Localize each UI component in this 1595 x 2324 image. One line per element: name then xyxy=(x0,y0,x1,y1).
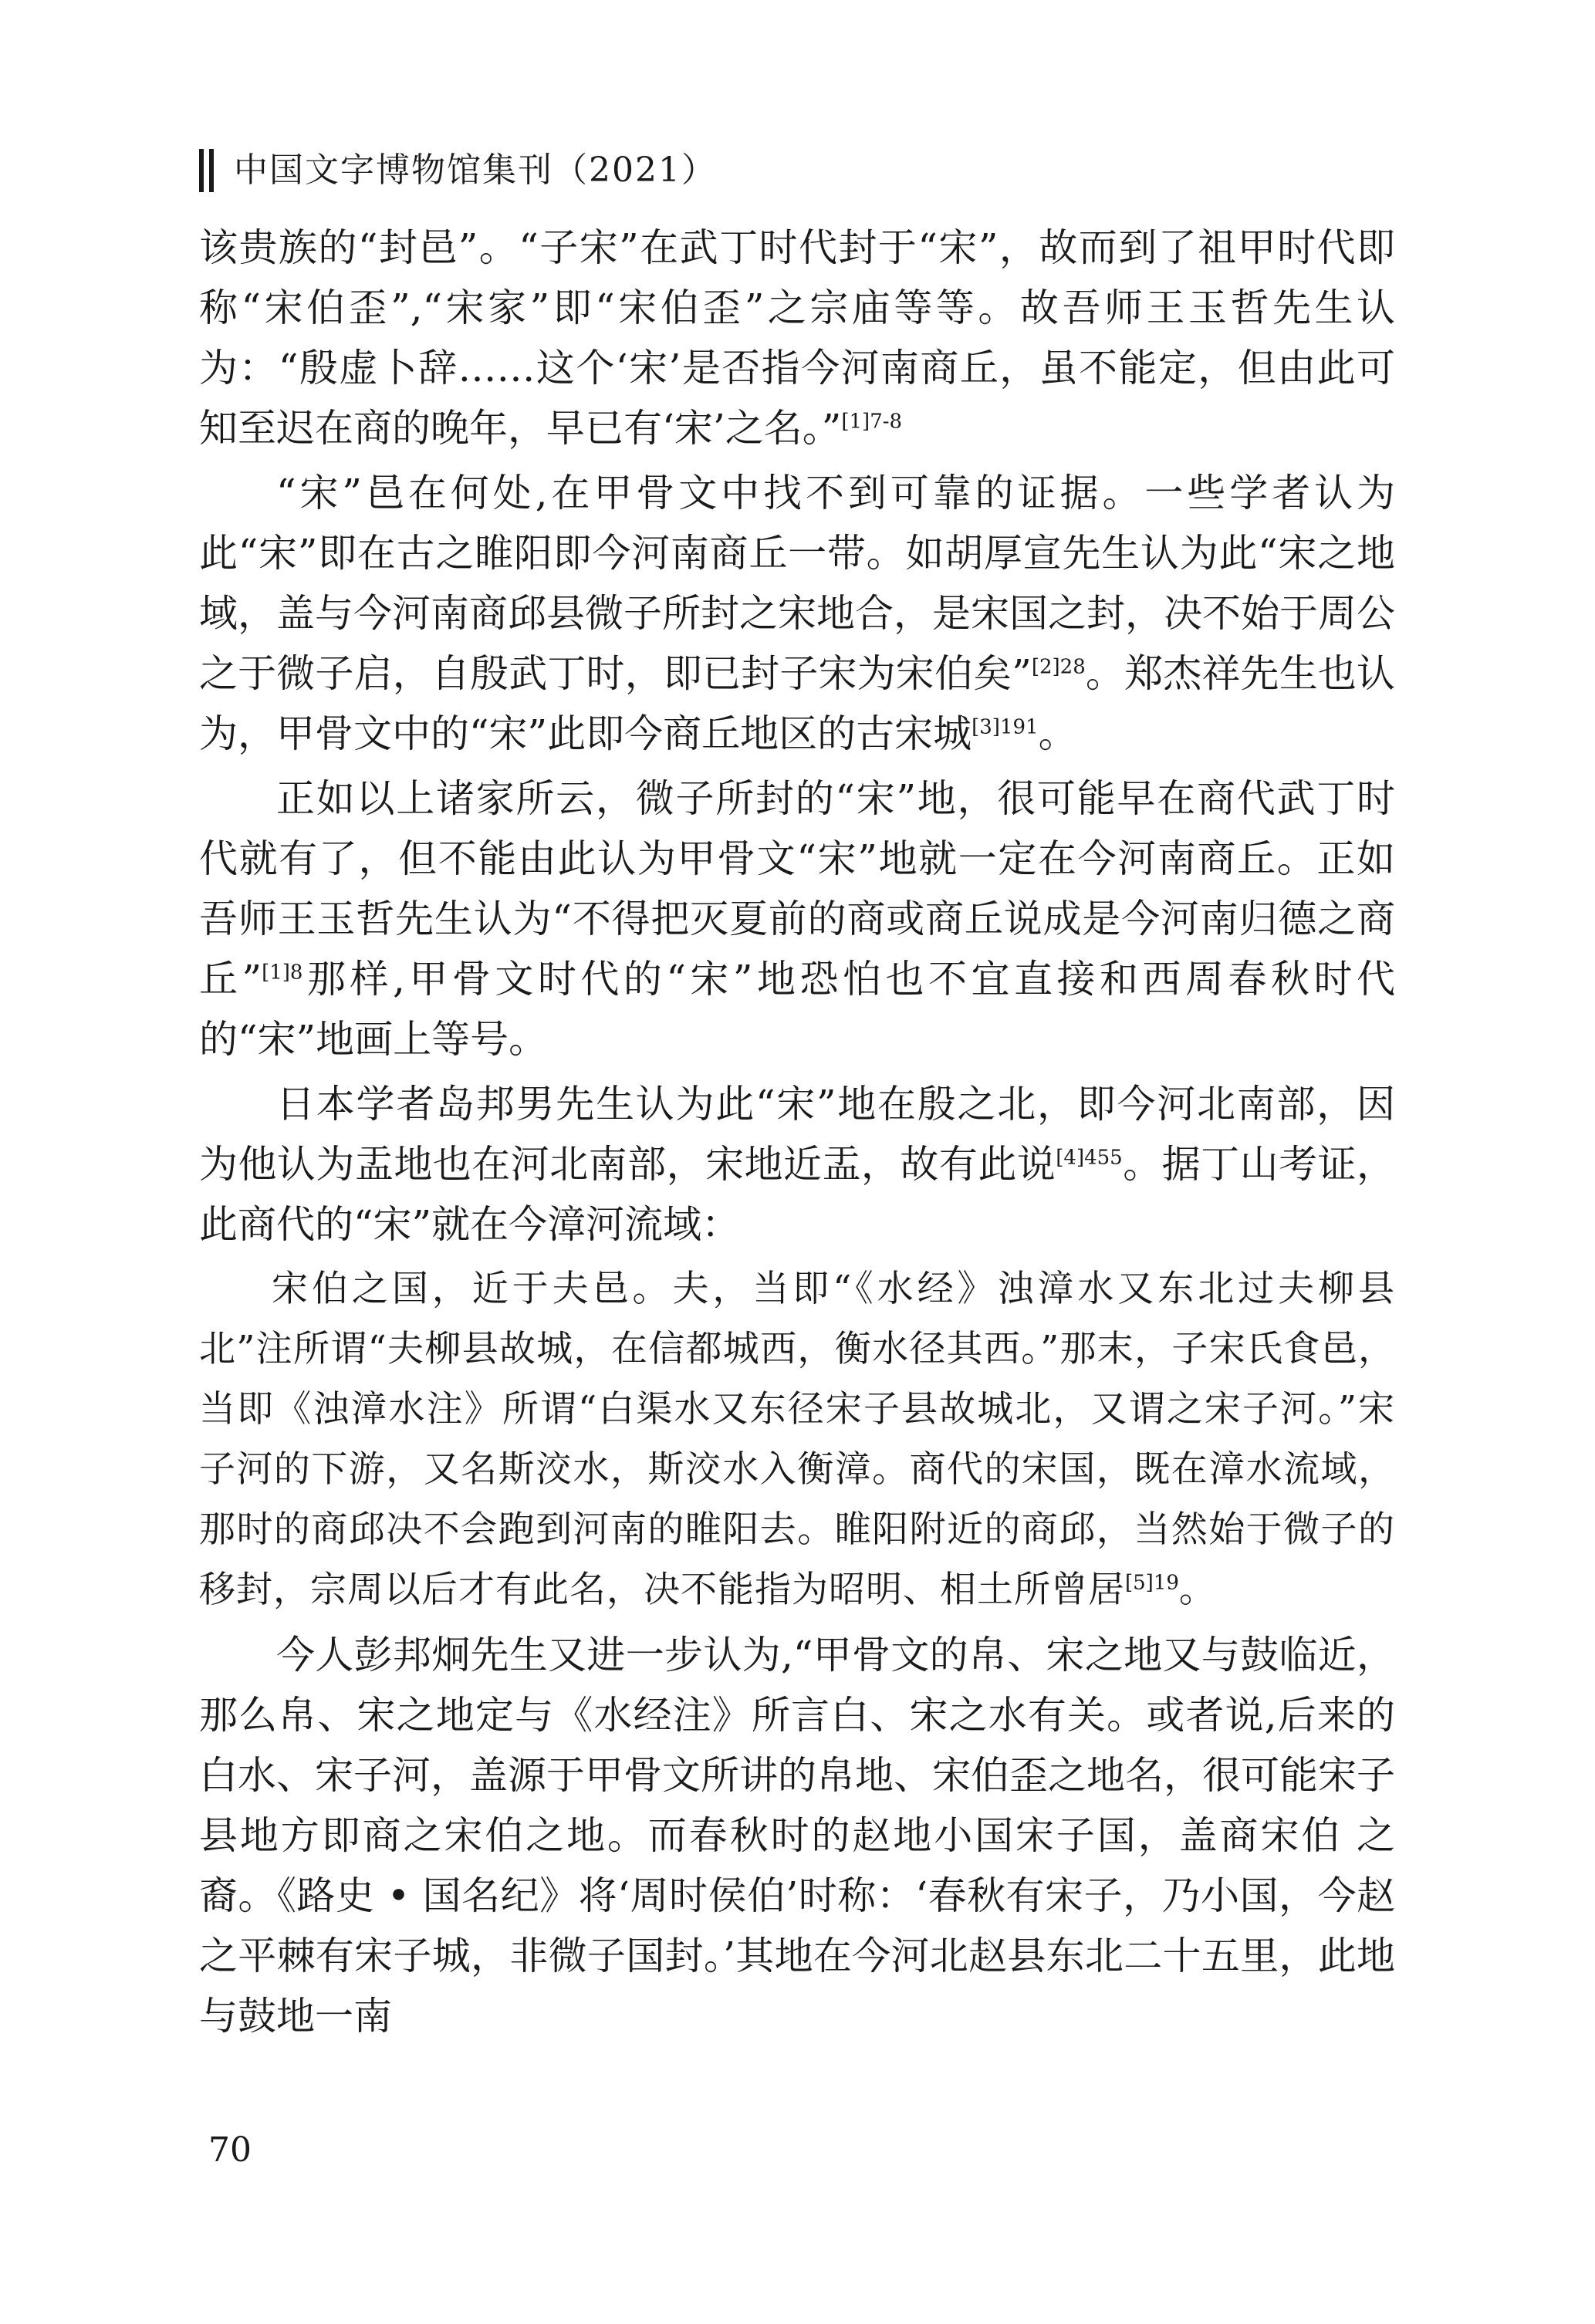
paragraph-text: 。 xyxy=(1038,711,1077,756)
text-line: 迟在商的晚年，早已有‘宋’之名。” xyxy=(276,406,842,451)
block-quote xyxy=(199,1259,1395,1620)
citation: [3]191 xyxy=(972,715,1039,739)
header-bars-icon xyxy=(199,149,214,192)
quote-text: 宋伯之国，近于夫邑。夫，当即“《水经》浊漳水又东北过夫柳县北”注所谓“夫柳县故城，在信都城西，衡水径其西。”那末，子宋氏食邑，当即《浊漳水注》所谓“白渠水又东径宋子县故城北，又谓之宋子河。”宋子河的下游，又名斯洨水，斯洨水入衡漳。商代的宋国，既在漳水流域，那时的商邱决不会跑到河南的睢阳去。睢阳附近的商邱，当然始于微子的移封，宗周以后才有此名，决不能指为昭明、相土所曾居 xyxy=(199,1268,1395,1611)
paragraph-text: 那样,甲骨文时代的“宋”地恐怕也不宜直接和西周春秋时代的“宋”地画上等号。 xyxy=(199,957,1396,1062)
citation: [2]28 xyxy=(1031,655,1086,679)
text-line: 称“宋伯歪”,“宋家”即“宋伯歪”之宗庙等等。故吾师王玉哲先生认为： xyxy=(199,285,1395,390)
text-line: “殷虚卜辞……这个‘宋’是否指今河南商丘，虽不能定，但由此可知至 xyxy=(199,346,1395,451)
paragraph xyxy=(199,463,1395,764)
paragraph-text: 。郑杰祥先生也认为，甲骨文中的“宋”此即今商丘地区的古宋城 xyxy=(199,651,1396,756)
citation: [1]7-8 xyxy=(841,410,903,434)
running-header xyxy=(199,148,717,193)
citation: [1]8 xyxy=(262,961,303,985)
paragraph xyxy=(199,768,1395,1069)
journal-title: 中国文字博物馆集刊（2021） xyxy=(234,150,717,190)
article-body xyxy=(199,218,1395,2051)
paragraph xyxy=(199,1625,1395,2046)
paragraph-text: 日本学者岛邦男先生认为此“宋”地在殷之北，即今河北南部，因为他认为盂地也在河北南部，宋地近盂，故有此说 xyxy=(199,1082,1395,1187)
paragraph-text: 。据丁山考证，此商代的“宋”就在今漳河流域： xyxy=(199,1142,1396,1247)
paragraph xyxy=(199,1074,1395,1255)
text-line: 该贵族的“封邑”。“子宋”在武丁时代封于“宋”，故而到了祖甲时代即 xyxy=(199,225,1395,270)
citation: [5]19 xyxy=(1125,1571,1179,1595)
page-number: 70 xyxy=(208,2130,252,2170)
citation: [4]455 xyxy=(1056,1146,1123,1170)
paragraph-text: 今人彭邦炯先生又进一步认为,“甲骨文的帛、宋之地又与鼓临近，那么帛、宋之地定与《水经注》所言白、宋之水有关。或者说,后来的白水、宋子河，盖源于甲骨文所讲的帛地、宋伯歪之地名，很可能宋子县地方即商之宋伯之地。而春秋时的赵地小国宋子国，盖商宋伯 之裔。《路史 • 国名纪》将‘周时侯伯’时称：‘春秋有宋子，乃小国，今赵之平棘有宋子城，非微子国封。’其地在今河北赵县东北二十五里，此地与鼓地一南 xyxy=(199,1633,1395,2039)
paragraph-text: 正如以上诸家所云，微子所封的“宋”地，很可能早在商代武丁时代就有了，但不能由此认为甲骨文“宋”地就一定在今河南商丘。正如吾师王玉哲先生认为“不得把灭夏前的商或商丘说成是今河南归德之商丘” xyxy=(199,776,1395,1002)
quote-text: 。 xyxy=(1178,1569,1216,1611)
paragraph-continued xyxy=(199,218,1395,458)
paragraph-text: “宋”邑在何处,在甲骨文中找不到可靠的证据。一些学者认为此“宋”即在古之睢阳即今河南商丘一带。如胡厚宣先生认为此“宋之地域，盖与今河南商邱县微子所封之宋地合，是宋国之封，决不始于周公之于微子启，自殷武丁时，即已封子宋为宋伯矣” xyxy=(199,471,1395,696)
